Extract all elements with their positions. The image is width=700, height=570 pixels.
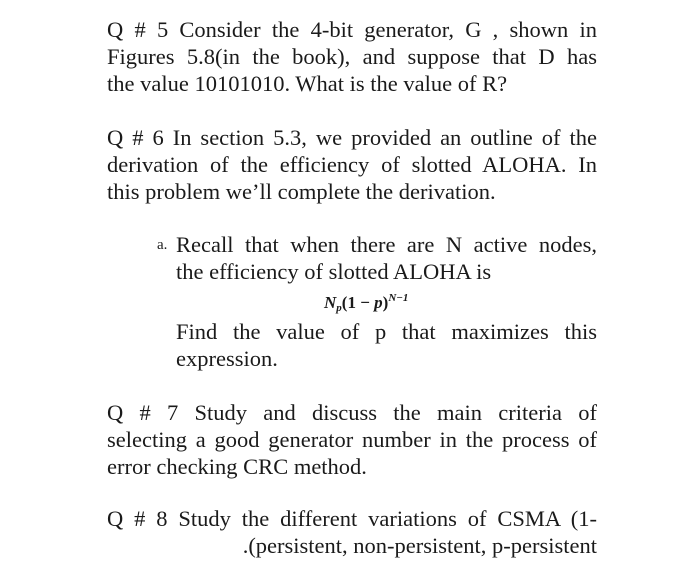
q7-line-1: Q # 7 Study and discuss the main criteria of: [107, 400, 597, 425]
q6a-line-4: expression.: [176, 346, 278, 371]
q7-line-2: selecting a good generator number in the process of: [107, 427, 597, 452]
formula-minus: −: [360, 293, 370, 312]
q7-line-3: error checking CRC method.: [107, 454, 367, 479]
q5-line-2: Figures 5.8(in the book), and suppose that D has: [107, 44, 597, 69]
formula-open-paren: (: [341, 293, 348, 312]
q8-line-1: Q # 8 Study the different variations of CSMA (1-: [107, 506, 597, 531]
formula-p: p: [374, 293, 383, 312]
q6a-line-2: the efficiency of slotted ALOHA is: [176, 259, 492, 284]
formula-one: 1: [347, 293, 356, 312]
q6-line-3: this problem we’ll complete the derivation.: [107, 179, 496, 204]
efficiency-formula: [324, 287, 408, 319]
formula-close-paren: ): [382, 293, 389, 312]
formula-subscript: p: [336, 302, 342, 314]
q6a-line-1: Recall that when there are N active nodes,: [176, 232, 597, 257]
formula-base: N: [324, 293, 337, 312]
q5-line-3: the value 10101010. What is the value of R?: [107, 71, 508, 96]
list-marker: a.: [157, 237, 168, 253]
q8-line-2: .(persistent, non-persistent, p-persistent: [242, 533, 597, 558]
q6-line-1: Q # 6 In section 5.3, we provided an outline of the: [107, 125, 597, 150]
q5-line-1: Q # 5 Consider the 4-bit generator, G , shown in: [107, 17, 597, 42]
formula-exponent: N−1: [388, 292, 409, 304]
q6a-line-3: Find the value of p that maximizes this: [176, 319, 597, 344]
q6-line-2: derivation of the efficiency of slotted ALOHA. In: [107, 152, 597, 177]
